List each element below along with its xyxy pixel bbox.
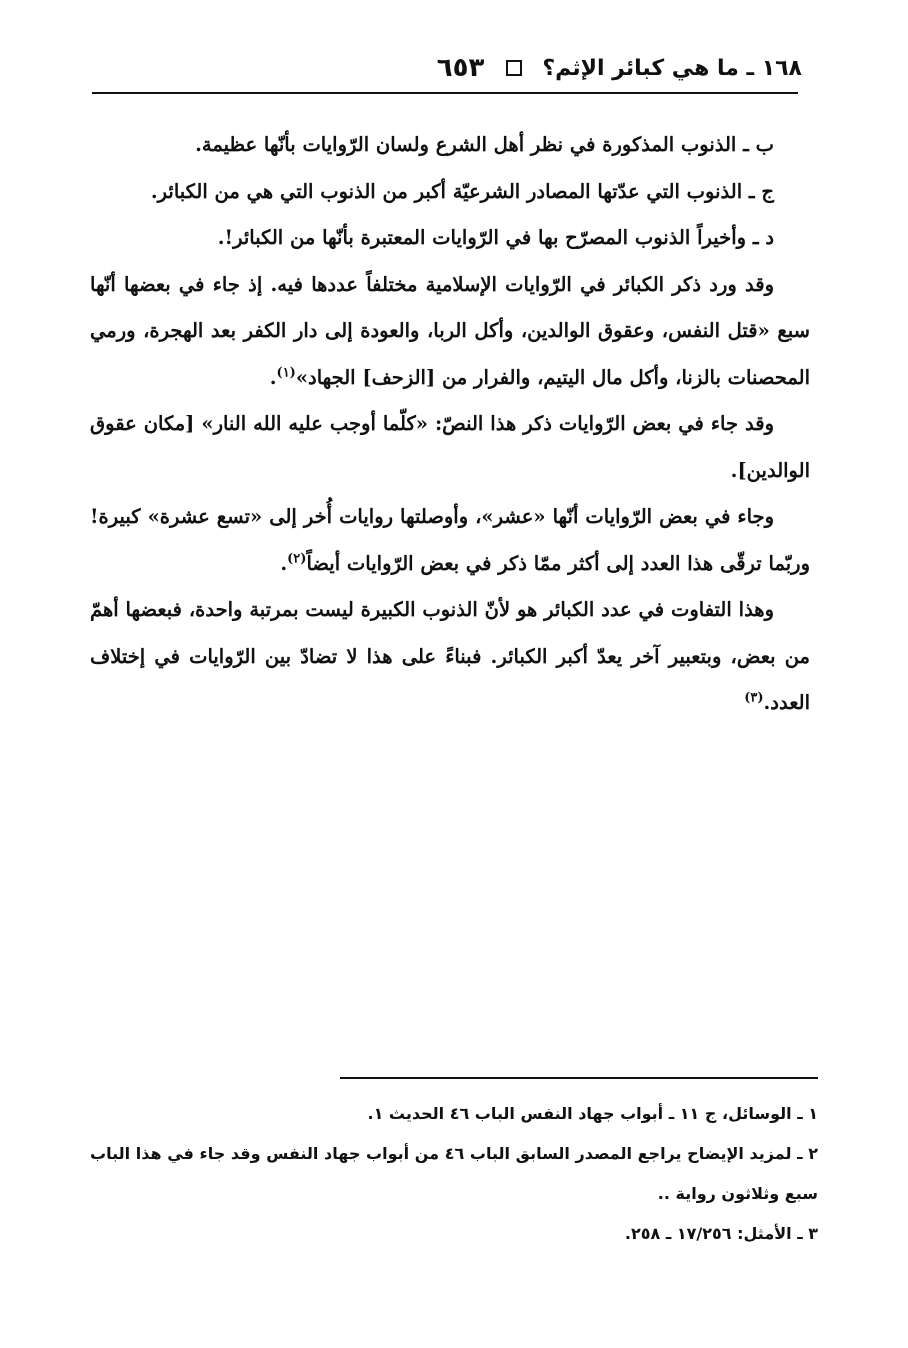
footnotes bbox=[90, 1094, 818, 1254]
footnote-rule bbox=[340, 1077, 818, 1079]
chapter-title: ١٦٨ ـ ما هي كبائر الإثم؟ bbox=[542, 55, 802, 81]
header-rule bbox=[92, 92, 798, 94]
list-item-j: ج ـ الذنوب التي عدّتها المصادر الشرعيّة أكبر من الذنوب التي هي من الكبائر. bbox=[150, 179, 774, 203]
paragraph-3-text: وجاء في بعض الرّوايات أنّها «عشر»، وأوصلتها روايات أُخر إلى «تسع عشرة» كبيرة! وربّما ترقّى هذا العدد إلى أكثر ممّا ذكر في بعض الرّوايات أيضاً bbox=[90, 505, 810, 575]
footnote-1: ١ ـ الوسائل، ج ١١ ـ أبواب جهاد النفس الباب ٤٦ الحديث ١. bbox=[367, 1104, 818, 1123]
running-head bbox=[92, 46, 802, 90]
paragraph-3-end: . bbox=[280, 551, 288, 575]
footnote-ref-2[interactable]: (٢) bbox=[287, 551, 307, 566]
footnote-ref-3[interactable]: (٣) bbox=[744, 690, 764, 706]
square-separator-icon bbox=[506, 60, 522, 76]
list-item-b: ب ـ الذنوب المذكورة في نظر أهل الشرع ولسان الرّوايات بأنّها عظيمة. bbox=[195, 133, 774, 156]
main-text bbox=[90, 122, 810, 727]
paragraph-4 bbox=[90, 587, 810, 727]
paragraph-2: وقد جاء في بعض الرّوايات ذكر هذا النصّ: «كلّما أوجب عليه الله النار» [مكان عقوق الوالدين]. bbox=[90, 412, 810, 482]
footnote-2: ٢ ـ لمزيد الإيضاح يراجع المصدر السابق الباب ٤٦ من أبواب جهاد النفس وقد جاء في هذا الباب سبع وثلاثون رواية .. bbox=[90, 1144, 819, 1203]
page-number: ٦٥٣ bbox=[436, 53, 485, 83]
paragraph-4-text: وهذا التفاوت في عدد الكبائر هو لأنّ الذنوب الكبيرة ليست بمرتبة واحدة، فبعضها أهمّ من بعض، وبتعبير آخر يعدّ أكبر الكبائر. فبناءً على هذا لا تضادّ بين الرّوايات في إختلاف العدد. bbox=[90, 598, 810, 714]
footnote-ref-1[interactable]: (١) bbox=[276, 365, 296, 380]
list-item-d: د ـ وأخيراً الذنوب المصرّح بها في الرّوايات المعتبرة بأنّها من الكبائر!. bbox=[217, 226, 774, 249]
footnote-3: ٣ ـ الأمثل: ١٧/٢٥٦ ـ ٢٥٨. bbox=[624, 1224, 818, 1243]
paragraph-3 bbox=[90, 494, 810, 587]
paragraph-1-text: وقد ورد ذكر الكبائر في الرّوايات الإسلامية مختلفاً عددها فيه. إذ جاء في بعضها أنّها سبع «قتل النفس، وعقوق الوالدين، وأكل الربا، والعودة إلى دار الكفر بعد الهجرة، ورمي المحصنات بالزنا، وأكل مال اليتيم، والفرار من [الزحف] الجهاد» bbox=[90, 272, 810, 389]
paragraph-1-end: . bbox=[269, 365, 277, 389]
paragraph-1 bbox=[90, 262, 810, 402]
